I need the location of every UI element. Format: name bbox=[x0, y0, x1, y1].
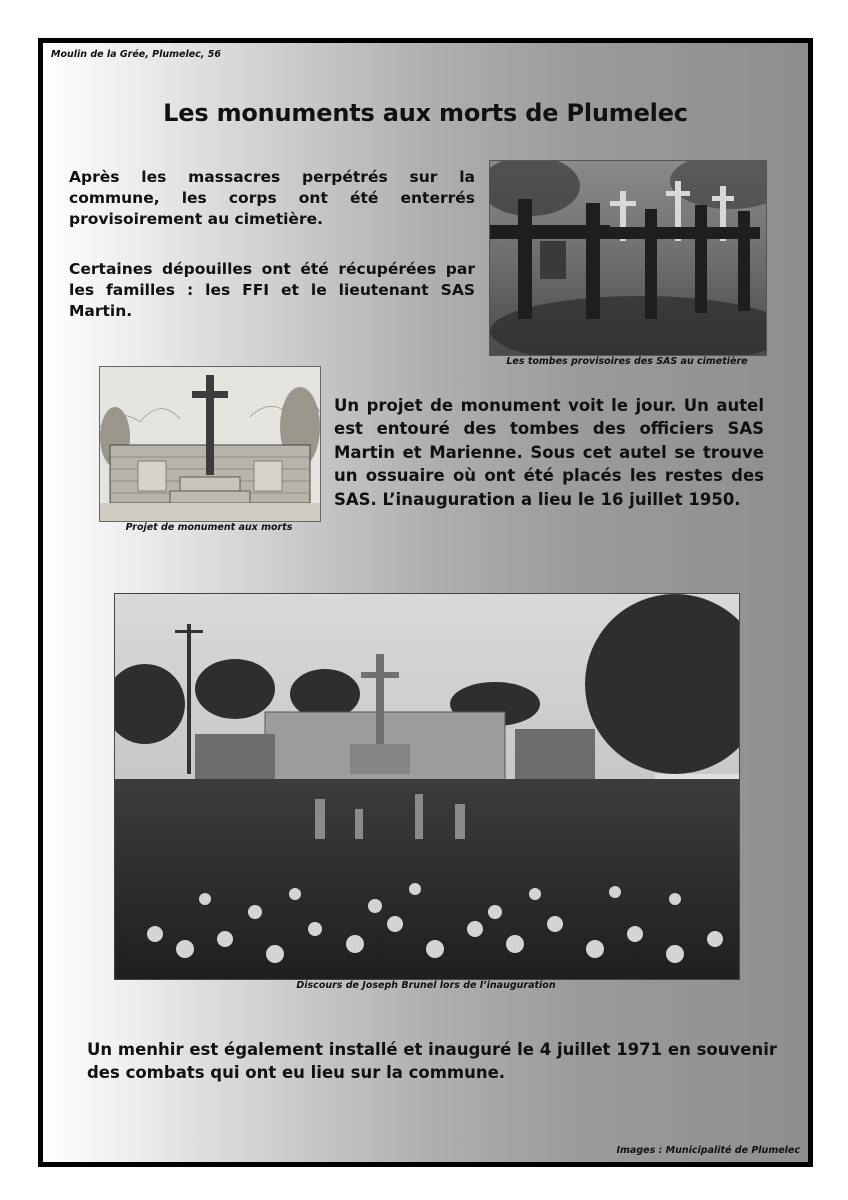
monument-project-drawing bbox=[99, 366, 321, 522]
inauguration-photo bbox=[114, 593, 740, 980]
location-label: Moulin de la Grée, Plumelec, 56 bbox=[51, 49, 221, 60]
poster-frame bbox=[38, 38, 813, 1167]
speech-caption: Discours de Joseph Brunel lors de l’inauguration bbox=[296, 980, 556, 991]
menhir-paragraph: Un menhir est également installé et inauguré le 4 juillet 1971 en souvenir des combats qui ont eu lieu sur la commune. bbox=[87, 1040, 777, 1083]
intro-paragraph: Après les massacres perpétrés sur la commune, les corps ont été enterrés provisoirement au cimetière. bbox=[69, 168, 475, 229]
page-title: Les monuments aux morts de Plumelec bbox=[163, 99, 688, 127]
remains-paragraph: Certaines dépouilles ont été récupérées par les familles : les FFI et le lieutenant SAS Martin. bbox=[69, 260, 475, 321]
tombs-photo bbox=[489, 160, 767, 356]
image-credit: Images : Municipalité de Plumelec bbox=[616, 1145, 800, 1156]
monument-paragraph: Un projet de monument voit le jour. Un autel est entouré des tombes des officiers SAS Martin et Marienne. Sous cet autel se trouve un ossuaire où ont été placés les restes des SAS. L’inauguration a lieu le 16 juillet 1950. bbox=[334, 396, 764, 509]
project-caption: Projet de monument aux morts bbox=[125, 522, 293, 533]
tombs-caption: Les tombes provisoires des SAS au cimetière bbox=[506, 356, 748, 367]
